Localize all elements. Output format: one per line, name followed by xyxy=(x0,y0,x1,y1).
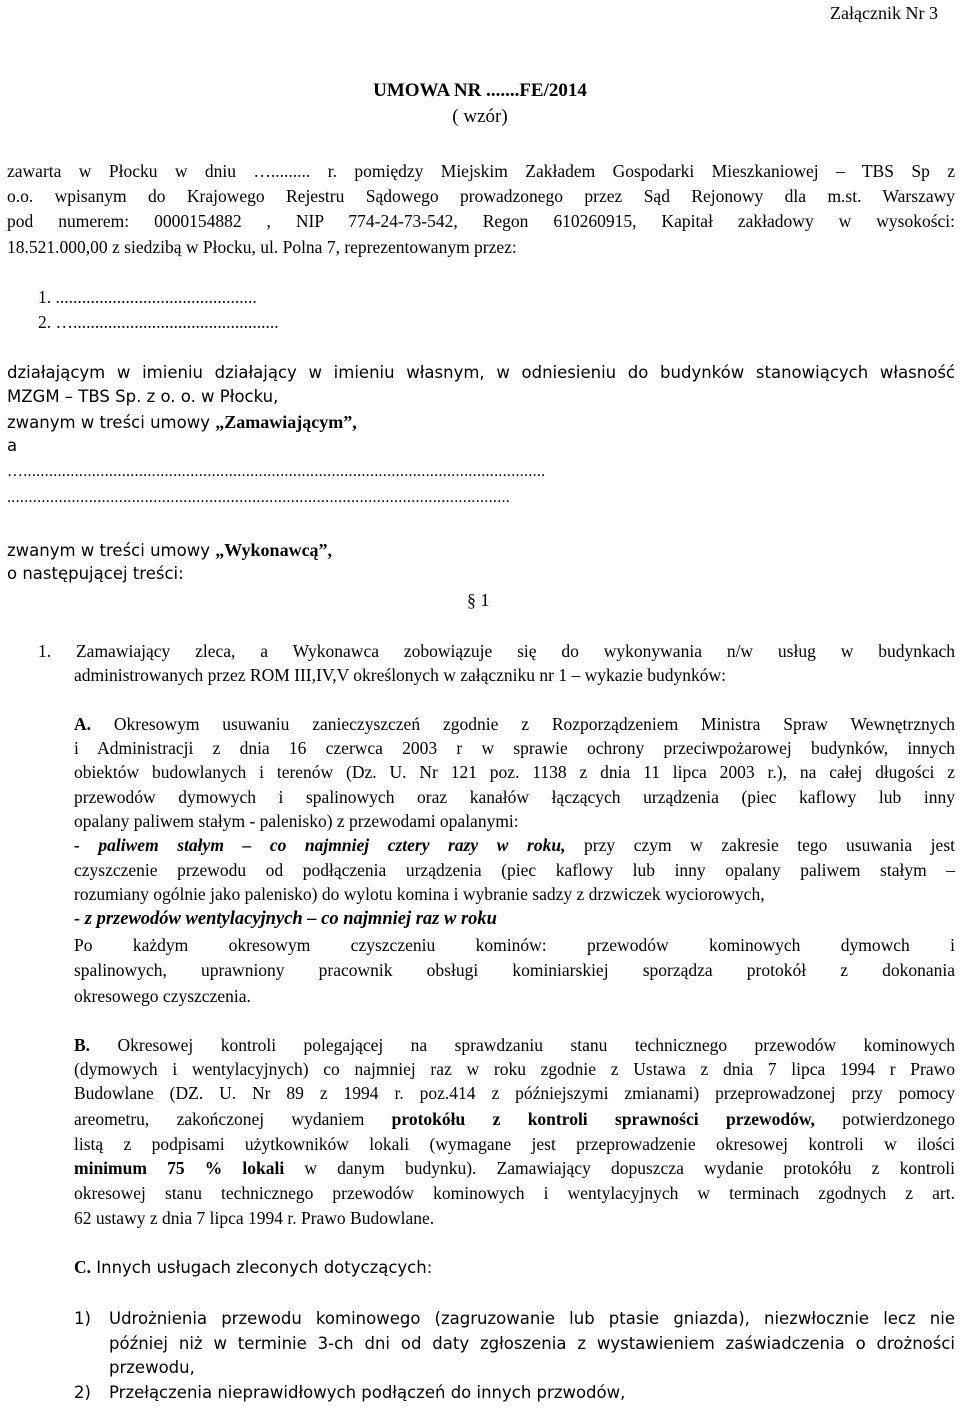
list-2-number: 2) xyxy=(74,1383,91,1402)
b-line-4-post: potwierdzonego xyxy=(814,1109,955,1129)
b-line-6-bold: minimum 75 % lokali xyxy=(74,1158,285,1178)
a-after-line-3: okresowego czyszczenia. xyxy=(74,986,251,1006)
b-line-6-post: w danym budynku). Zamawiający dopuszcza wydanie protokółu z kontroli xyxy=(284,1158,955,1178)
point1-line-2: administrowanych przez ROM III,IV,V określonych w załączniku nr 1 – wykazie budynków: xyxy=(74,665,727,685)
conjunction-a: a xyxy=(7,436,18,455)
c-text: Innych usługach zleconych dotyczących: xyxy=(91,1258,433,1277)
a-solid-bold: - paliwem stałym – co najmniej cztery razy w roku, xyxy=(74,835,566,855)
list-1-line-2: później niż w terminie 3-ch dni od daty zgłoszenia z wystawieniem zaświadczenia o drożności xyxy=(109,1334,955,1353)
a-line-1-text: Okresowym usuwaniu zanieczyszczeń zgodnie z Rozporządzeniem Ministra Spraw Wewnętrznych xyxy=(91,714,955,734)
a-after-line-1: Po każdym okresowym czyszczeniu kominów: przewodów kominowych dymowch i xyxy=(74,935,955,955)
representative-1: 1. .............................................. xyxy=(38,287,257,307)
acting-line-1: działającym w imieniu działający w imieniu własnym, w odniesieniu do budynków stanowiących własność xyxy=(7,363,955,382)
contract-title: UMOWA NR .......FE/2014 xyxy=(373,80,587,101)
b-line-4-bold: protokółu z kontroli sprawności przewodów, xyxy=(391,1109,815,1129)
acting-line-2: MZGM – TBS Sp. z o. o. w Płocku, xyxy=(7,387,279,406)
b-line-4-pre: areometru, zakończonej wydaniem xyxy=(74,1109,392,1129)
a-solid-line-2: czyszczenie przewodu od podłączenia urządzenia (piec kaflowy lub inny opalany paliwem stałym – xyxy=(74,860,955,880)
section-mark: § 1 xyxy=(467,590,490,610)
following-text: o następującej treści: xyxy=(7,564,184,583)
b-line-1 xyxy=(74,1034,955,1056)
b-line-5: listą z podpisami użytkowników lokali (wymagane jest przeprowadzenie okresowej kontroli w ilości xyxy=(74,1134,955,1154)
a-solid-line-3: rozumiany ogólnie jako palenisko) do wylotu komina i wybranie sadzy z drzwiczek wyciorowych, xyxy=(74,884,765,904)
b-line-7: okresowej stanu technicznego przewodów kominowych i wentylacyjnych w terminach zgodnych z art. xyxy=(74,1183,955,1203)
a-line-3: obiektów budowlanych i terenów (Dz. U. Nr 121 poz. 1138 z dnia 11 lipca 2003 r.), na całej długości z xyxy=(74,762,955,782)
intro-line-3: pod numerem: 0000154882 , NIP 774-24-73-542, Regon 610260915, Kapitał zakładowy w wysokości: xyxy=(7,211,955,231)
representative-2: 2. …............................................... xyxy=(38,312,279,332)
a-vent-line: - z przewodów wentylacyjnych – co najmniej raz w roku xyxy=(74,909,497,929)
b-line-8: 62 ustawy z dnia 7 lipca 1994 r. Prawo Budowlane. xyxy=(74,1208,435,1228)
a-line-2: i Administracji z dnia 16 czerwca 2003 r w sprawie ochrony przeciwpożarowej budynków, innych xyxy=(74,738,955,758)
wykonawca-name: „Wykonawcą”, xyxy=(215,540,333,560)
b-line-1-text: Okresowej kontroli polegającej na sprawdzaniu stanu technicznego przewodów kominowych xyxy=(90,1035,955,1055)
attachment-label: Załącznik Nr 3 xyxy=(830,3,938,23)
list-1-number: 1) xyxy=(74,1309,91,1328)
zamawiajacy-name: „Zamawiającym”, xyxy=(215,412,357,432)
list-1-line-3: przewodu, xyxy=(109,1358,195,1377)
a-after-line-2: spalinowych, uprawniony pracownik obsługi kominiarskiej sporządza protokół z dokonania xyxy=(74,960,955,980)
b-label: B. xyxy=(74,1035,91,1055)
c-label: C. xyxy=(74,1257,92,1277)
wykonawca-prefix: zwanym w treści umowy xyxy=(7,541,216,560)
wykonawca-line xyxy=(7,539,332,562)
a-line-1 xyxy=(74,713,955,735)
list-2-line: Przełączenia nieprawidłowych podłączeń do innych przwodów, xyxy=(109,1383,626,1402)
contractor-dots-1: ….......................................................................................................................... xyxy=(7,463,546,480)
contractor-dots-2: ..................................................................................................................... xyxy=(7,489,511,506)
a-line-5: opalany paliwem stałym - palenisko) z przewodami opalanymi: xyxy=(74,811,519,831)
b-line-3: Budowlane (DZ. U. Nr 89 z 1994 r. poz.414 z późniejszymi zmianami) przeprowadzonej przy pomocy xyxy=(74,1083,955,1103)
intro-line-1: zawarta w Płocku w dniu …......... r. pomiędzy Miejskim Zakładem Gospodarki Mieszkaniowej – TBS Sp z xyxy=(7,161,955,181)
intro-line-4: 18.521.000,00 z siedzibą w Płocku, ul. Polna 7, reprezentowanym przez: xyxy=(7,237,517,257)
a-line-4: przewodów dymowych i spalinowych oraz kanałów łączących urządzenia (piec kaflowy lub inny xyxy=(74,787,955,807)
a-label: A. xyxy=(74,714,92,734)
contract-subtitle: ( wzór) xyxy=(452,106,508,127)
a-solid-line xyxy=(74,834,955,856)
zamawiajacy-line xyxy=(7,411,357,434)
zamawiajacy-prefix: zwanym w treści umowy xyxy=(7,413,216,432)
c-line xyxy=(74,1256,432,1279)
a-solid-rest: przy czym w zakresie tego usuwania jest xyxy=(565,835,955,855)
b-line-2: (dymowych i wentylacyjnych) co najmniej raz w roku zgodnie z Ustawa z dnia 7 lipca 1994 r Prawo xyxy=(74,1059,955,1079)
intro-line-2: o.o. wpisanym do Krajowego Rejestru Sądowego prowadzonego przez Sąd Rejonowy dla m.st. Warszawy xyxy=(7,186,955,206)
list-1-line-1: Udrożnienia przewodu kominowego (zagruzowanie lub ptasie gniazda), niezwłocznie lecz nie xyxy=(109,1309,955,1328)
b-line-4 xyxy=(74,1108,955,1130)
b-line-6 xyxy=(74,1157,955,1179)
point1-line-1: 1. Zamawiający zleca, a Wykonawca zobowiązuje się do wykonywania n/w usług w budynkach xyxy=(38,641,955,661)
